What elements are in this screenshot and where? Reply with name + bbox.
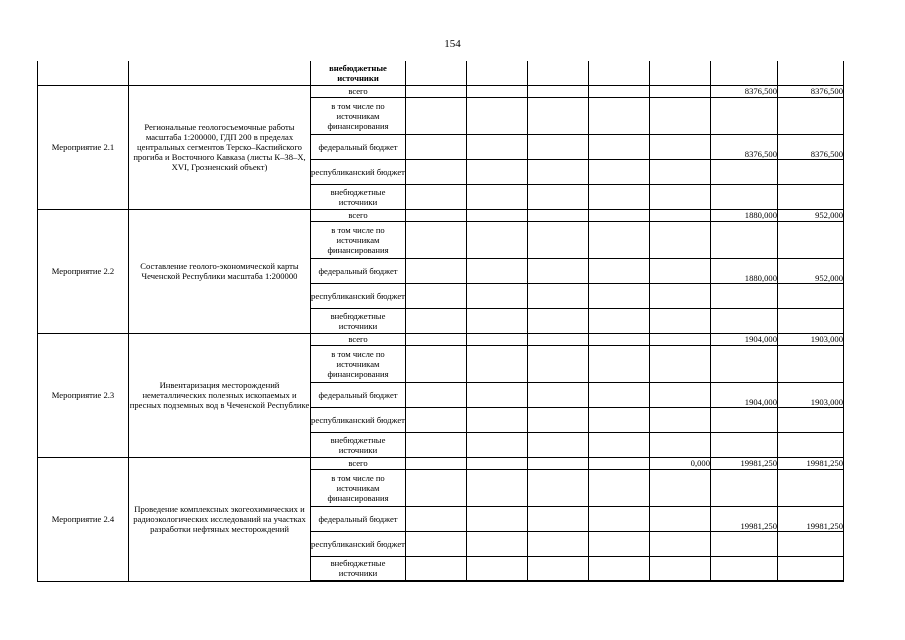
amount-cell: [711, 407, 778, 432]
amount-cell: [650, 382, 711, 407]
amount-cell: [650, 283, 711, 308]
funding-source: всего: [311, 333, 406, 345]
amount-cell: [467, 221, 528, 258]
amount-cell: [528, 345, 589, 382]
amount-cell: [467, 407, 528, 432]
amount-cell: [778, 556, 844, 581]
funding-source: в том числе по источникам финансирования: [311, 221, 406, 258]
amount-cell: [650, 221, 711, 258]
amount-cell: 8376,500: [778, 85, 844, 97]
amount-cell: [406, 258, 467, 283]
amount-cell: 19981,250: [711, 506, 778, 531]
funding-source: внебюджетные источники: [311, 432, 406, 457]
amount-cell: [528, 432, 589, 457]
amount-cell: [528, 556, 589, 581]
amount-cell: [650, 531, 711, 556]
amount-cell: [778, 221, 844, 258]
funding-source: республиканский бюджет: [311, 531, 406, 556]
amount-cell: [528, 97, 589, 134]
amount-cell: [589, 159, 650, 184]
funding-source: всего: [311, 85, 406, 97]
amount-cell: [711, 221, 778, 258]
amount-cell: 19981,250: [778, 506, 844, 531]
amount-cell: [528, 209, 589, 221]
amount-cell: [589, 457, 650, 469]
amount-cell: [467, 432, 528, 457]
amount-cell: [528, 85, 589, 97]
amount-cell: [467, 345, 528, 382]
amount-cell: [589, 85, 650, 97]
amount-cell: [467, 308, 528, 333]
amount-cell: [406, 333, 467, 345]
budget-table: [37, 61, 844, 582]
amount-cell: 952,000: [778, 209, 844, 221]
amount-cell: [589, 333, 650, 345]
amount-cell: [467, 184, 528, 209]
amount-cell: [406, 407, 467, 432]
amount-cell: [467, 258, 528, 283]
amount-cell: [711, 432, 778, 457]
funding-source: федеральный бюджет: [311, 134, 406, 159]
amount-cell: [650, 469, 711, 506]
amount-cell: [589, 184, 650, 209]
amount-cell: [650, 556, 711, 581]
amount-cell: [589, 134, 650, 159]
amount-cell: [778, 97, 844, 134]
amount-cell: [711, 469, 778, 506]
amount-cell: [406, 283, 467, 308]
table-row: [38, 333, 844, 345]
amount-cell: [650, 345, 711, 382]
funding-source: внебюджетные источники: [311, 184, 406, 209]
amount-cell: [711, 531, 778, 556]
amount-cell: [778, 407, 844, 432]
table-row: [38, 457, 844, 469]
amount-cell: [650, 159, 711, 184]
amount-cell: [778, 531, 844, 556]
amount-cell: [406, 382, 467, 407]
amount-cell: [711, 283, 778, 308]
event-cell: [38, 61, 129, 85]
amount-cell: [528, 258, 589, 283]
name-cell: [129, 61, 311, 85]
event-label: Мероприятие 2.3: [38, 333, 129, 457]
amount-cell: [406, 97, 467, 134]
funding-source: всего: [311, 209, 406, 221]
amount-cell: [467, 134, 528, 159]
amount-cell: [467, 469, 528, 506]
amount-cell: [589, 221, 650, 258]
funding-source: федеральный бюджет: [311, 506, 406, 531]
amount-cell: [528, 159, 589, 184]
amount-cell: [467, 159, 528, 184]
amount-cell: [406, 345, 467, 382]
amount-cell: 0,000: [650, 457, 711, 469]
amount-cell: [589, 283, 650, 308]
amount-cell: [778, 308, 844, 333]
amount-cell: [589, 432, 650, 457]
amount-cell: [650, 97, 711, 134]
amount-cell: 8376,500: [711, 134, 778, 159]
amount-cell: [711, 345, 778, 382]
amount-cell: [406, 85, 467, 97]
amount-cell: [589, 407, 650, 432]
page-number: 154: [444, 38, 461, 50]
amount-cell: [589, 469, 650, 506]
amount-cell: [528, 333, 589, 345]
amount-cell: [589, 258, 650, 283]
event-label: Мероприятие 2.2: [38, 209, 129, 333]
source-cell: внебюджетные источники: [311, 61, 406, 85]
amount-cell: [528, 457, 589, 469]
amount-cell: [467, 333, 528, 345]
funding-source: федеральный бюджет: [311, 258, 406, 283]
amount-cell: [467, 506, 528, 531]
amount-cell: [467, 531, 528, 556]
event-name: Составление геолого-экономической карты Чеченской Республики масштаба 1:200000: [129, 209, 311, 333]
amount-cell: [528, 506, 589, 531]
amount-cell: 1903,000: [778, 382, 844, 407]
amount-cell: [528, 407, 589, 432]
amount-cell: [528, 308, 589, 333]
amount-cell: 19981,250: [778, 457, 844, 469]
event-name: Инвентаризация месторождений неметаллических полезных ископаемых и пресных подземных вод в Чеченской Республике: [129, 333, 311, 457]
amount-cell: [589, 97, 650, 134]
funding-source: всего: [311, 457, 406, 469]
amount-cell: [711, 159, 778, 184]
amount-cell: [778, 184, 844, 209]
amount-cell: [406, 556, 467, 581]
table-row: [38, 85, 844, 97]
funding-source: внебюджетные источники: [311, 556, 406, 581]
funding-source: федеральный бюджет: [311, 382, 406, 407]
amount-cell: [467, 209, 528, 221]
amount-cell: [406, 221, 467, 258]
amount-cell: [589, 209, 650, 221]
amount-cell: 1904,000: [711, 382, 778, 407]
amount-cell: [650, 308, 711, 333]
event-label: Мероприятие 2.4: [38, 457, 129, 581]
amount-cell: [528, 283, 589, 308]
amount-cell: [406, 469, 467, 506]
amount-cell: [650, 258, 711, 283]
amount-cell: [528, 382, 589, 407]
amount-cell: [528, 134, 589, 159]
amount-cell: 1880,000: [711, 258, 778, 283]
amount-cell: [711, 556, 778, 581]
funding-source: в том числе по источникам финансирования: [311, 345, 406, 382]
amount-cell: [650, 506, 711, 531]
amount-cell: [528, 469, 589, 506]
amount-cell: [528, 184, 589, 209]
amount-cell: [467, 556, 528, 581]
funding-source: в том числе по источникам финансирования: [311, 469, 406, 506]
event-name: Проведение комплексных экогеохимических и радиоэкологических исследований на участках разработки нефтяных месторождений: [129, 457, 311, 581]
amount-cell: [711, 184, 778, 209]
amount-cell: [406, 159, 467, 184]
funding-source: республиканский бюджет: [311, 407, 406, 432]
amount-cell: [650, 432, 711, 457]
funding-source: в том числе по источникам финансирования: [311, 97, 406, 134]
amount-cell: 8376,500: [711, 85, 778, 97]
amount-cell: 1903,000: [778, 333, 844, 345]
amount-cell: [589, 382, 650, 407]
table-row: [38, 61, 844, 85]
amount-cell: [650, 184, 711, 209]
amount-cell: [589, 506, 650, 531]
amount-cell: 1880,000: [711, 209, 778, 221]
amount-cell: [650, 85, 711, 97]
amount-cell: [589, 308, 650, 333]
amount-cell: [406, 184, 467, 209]
amount-cell: [406, 457, 467, 469]
amount-cell: 8376,500: [778, 134, 844, 159]
amount-cell: [778, 432, 844, 457]
amount-cell: [650, 209, 711, 221]
funding-source: республиканский бюджет: [311, 159, 406, 184]
amount-cell: [778, 159, 844, 184]
amount-cell: [528, 221, 589, 258]
amount-cell: [528, 531, 589, 556]
funding-source: внебюджетные источники: [311, 308, 406, 333]
amount-cell: [778, 469, 844, 506]
amount-cell: [467, 283, 528, 308]
amount-cell: [650, 134, 711, 159]
amount-cell: [406, 308, 467, 333]
amount-cell: [467, 457, 528, 469]
amount-cell: 19981,250: [711, 457, 778, 469]
funding-source: республиканский бюджет: [311, 283, 406, 308]
amount-cell: [406, 209, 467, 221]
amount-cell: [406, 506, 467, 531]
amount-cell: [467, 85, 528, 97]
table-row: [38, 209, 844, 221]
amount-cell: [711, 308, 778, 333]
event-name: Региональные геологосъемочные работы масштаба 1:200000, ГДП 200 в пределах центральных сегментов Терско–Каспийского прогиба и Восточного Кавказа (листы К–38–Х, XVI, Грозненский объект): [129, 85, 311, 209]
amount-cell: [650, 333, 711, 345]
amount-cell: [778, 283, 844, 308]
amount-cell: [589, 345, 650, 382]
amount-cell: [778, 345, 844, 382]
amount-cell: [406, 134, 467, 159]
amount-cell: [467, 97, 528, 134]
table-body: [38, 61, 844, 581]
amount-cell: 952,000: [778, 258, 844, 283]
amount-cell: 1904,000: [711, 333, 778, 345]
amount-cell: [711, 97, 778, 134]
amount-cell: [589, 531, 650, 556]
amount-cell: [589, 556, 650, 581]
amount-cell: [467, 382, 528, 407]
amount-cell: [406, 432, 467, 457]
amount-cell: [406, 531, 467, 556]
event-label: Мероприятие 2.1: [38, 85, 129, 209]
amount-cell: [650, 407, 711, 432]
